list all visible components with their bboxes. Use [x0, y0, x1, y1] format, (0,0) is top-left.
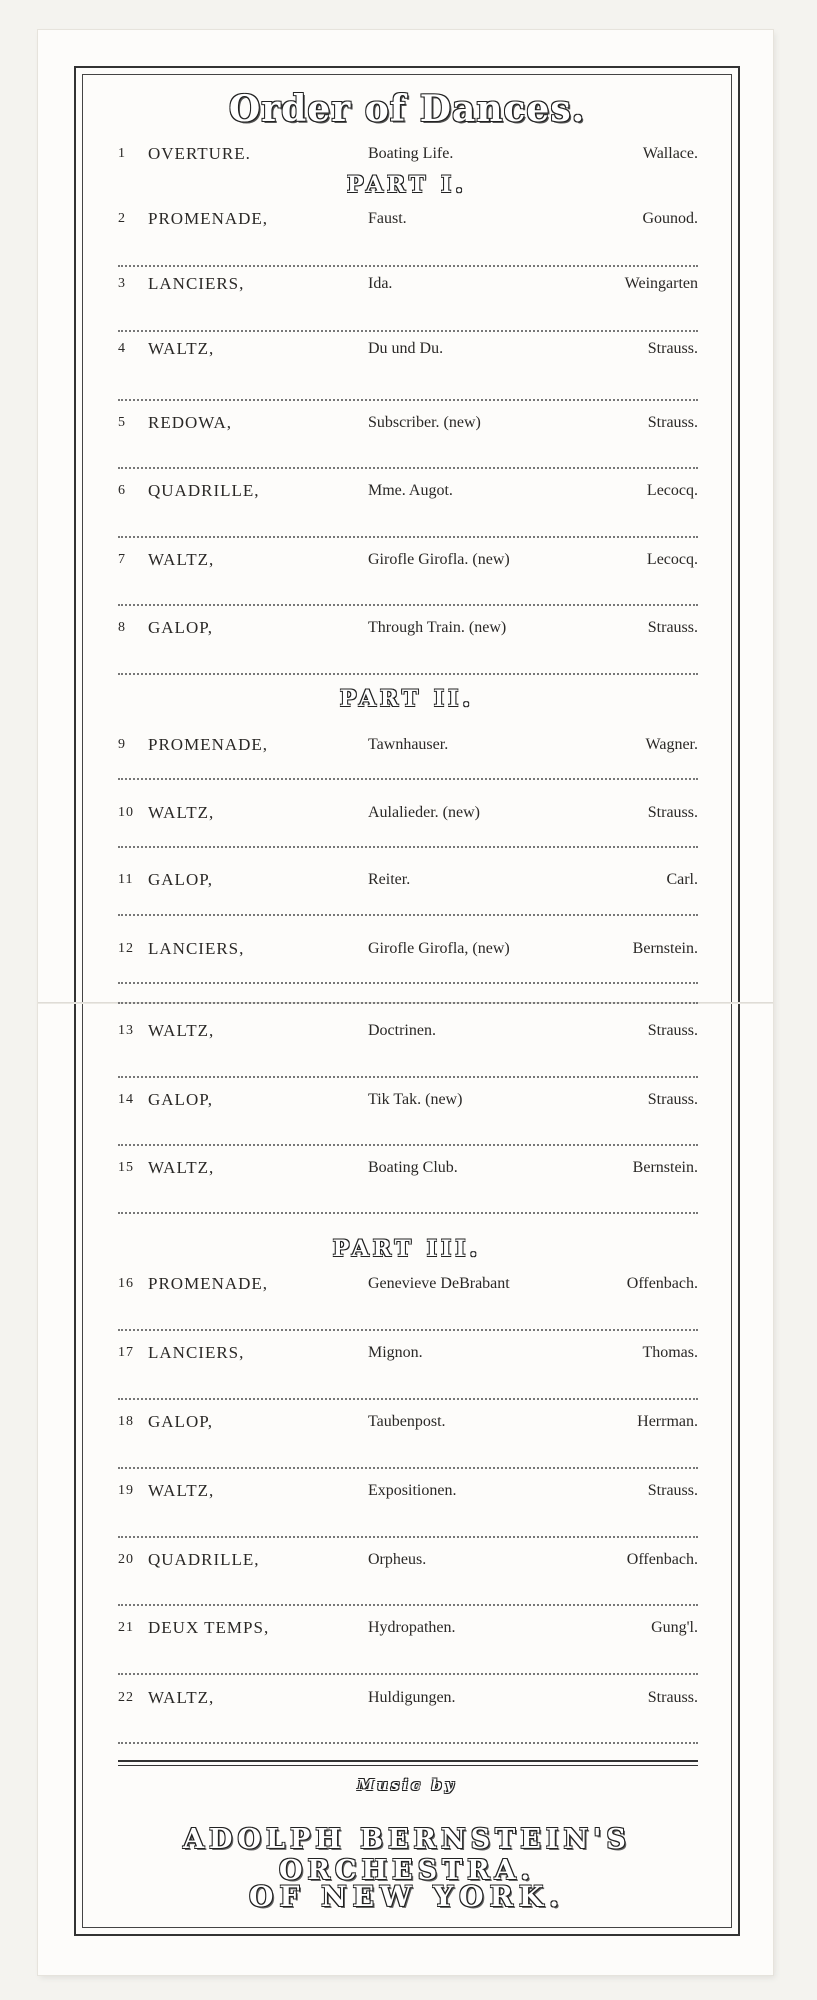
dotted-separator	[118, 1329, 698, 1331]
dance-number: 7	[118, 552, 126, 567]
piece-title: Ida.	[368, 275, 393, 292]
piece-title: Hydropathen.	[368, 1619, 456, 1636]
composer: Strauss.	[647, 1689, 698, 1706]
dance-row	[118, 868, 698, 892]
orchestra-city: OF NEW YORK.	[249, 1880, 565, 1913]
dotted-separator	[118, 536, 698, 538]
dance-type: WALTZ,	[148, 1021, 215, 1040]
dance-row	[118, 479, 698, 503]
dance-row	[118, 1686, 698, 1710]
dotted-separator	[118, 467, 698, 469]
piece-title: Du und Du.	[368, 340, 444, 357]
dance-number: 9	[118, 737, 126, 752]
dance-number: 21	[118, 1620, 134, 1635]
piece-title: Taubenpost.	[368, 1413, 446, 1430]
composer: Herrman.	[637, 1413, 698, 1430]
composer: Gung'l.	[651, 1619, 698, 1636]
dotted-separator	[118, 1076, 698, 1078]
piece-title: Girofle Girofla, (new)	[368, 940, 510, 957]
dance-row	[118, 207, 698, 231]
dotted-separator	[118, 1144, 698, 1146]
dotted-separator	[118, 673, 698, 675]
dotted-separator	[118, 399, 698, 401]
dance-type: PROMENADE,	[148, 1274, 269, 1293]
footer-rule	[118, 1760, 698, 1766]
dance-number: 11	[118, 872, 134, 887]
piece-title: Orpheus.	[368, 1551, 427, 1568]
composer: Offenbach.	[626, 1275, 698, 1292]
piece-title: Aulalieder. (new)	[368, 804, 480, 821]
dance-number: 12	[118, 941, 134, 956]
dance-row	[118, 1479, 698, 1503]
dance-type: PROMENADE,	[148, 735, 269, 754]
piece-title: Expositionen.	[368, 1482, 457, 1499]
dance-row	[118, 1019, 698, 1043]
piece-title: Huldigungen.	[368, 1689, 456, 1706]
dance-number: 20	[118, 1552, 134, 1567]
composer: Strauss.	[647, 1482, 698, 1499]
dance-type: GALOP,	[148, 618, 214, 637]
dotted-separator	[118, 1536, 698, 1538]
dance-type: OVERTURE.	[148, 144, 251, 163]
dance-row	[118, 1410, 698, 1434]
piece-title: Faust.	[368, 210, 407, 227]
composer: Bernstein.	[632, 940, 698, 957]
dance-number: 2	[118, 211, 126, 226]
piece-title: Tawnhauser.	[368, 736, 449, 753]
part-heading: PART II.	[339, 686, 475, 712]
dance-number: 13	[118, 1023, 134, 1038]
dance-row	[118, 272, 698, 296]
dance-type: WALTZ,	[148, 1481, 215, 1500]
dotted-separator	[118, 604, 698, 606]
part-heading: PART III.	[332, 1236, 482, 1262]
piece-title: Subscriber. (new)	[368, 414, 481, 431]
dance-type: QUADRILLE,	[148, 1550, 260, 1569]
dance-number: 16	[118, 1276, 134, 1291]
dance-type: PROMENADE,	[148, 209, 269, 228]
dotted-separator	[118, 330, 698, 332]
dance-type: GALOP,	[148, 870, 214, 889]
piece-title: Mignon.	[368, 1344, 423, 1361]
dance-type: LANCIERS,	[148, 274, 245, 293]
piece-title: Genevieve DeBrabant	[368, 1275, 510, 1292]
music-by-label: Music by	[357, 1776, 457, 1794]
dotted-separator	[118, 846, 698, 848]
dotted-separator	[118, 1212, 698, 1214]
dotted-separator	[118, 1673, 698, 1675]
composer: Carl.	[666, 871, 698, 888]
dance-type: LANCIERS,	[148, 939, 245, 958]
dotted-separator	[118, 1467, 698, 1469]
dance-type: WALTZ,	[148, 550, 215, 569]
dance-number: 1	[118, 146, 126, 161]
dotted-separator	[118, 1002, 698, 1004]
piece-title: Boating Club.	[368, 1159, 458, 1176]
composer: Weingarten	[624, 275, 698, 292]
dance-number: 14	[118, 1092, 134, 1107]
composer: Offenbach.	[626, 1551, 698, 1568]
composer: Strauss.	[647, 619, 698, 636]
dance-row	[118, 1156, 698, 1180]
dotted-separator	[118, 1604, 698, 1606]
part-heading: PART I.	[347, 172, 467, 198]
dance-row	[118, 1548, 698, 1572]
composer: Lecocq.	[646, 482, 698, 499]
dance-number: 6	[118, 483, 126, 498]
dance-type: LANCIERS,	[148, 1343, 245, 1362]
dance-row	[118, 411, 698, 435]
dance-type: QUADRILLE,	[148, 481, 260, 500]
dotted-separator	[118, 914, 698, 916]
composer: Thomas.	[642, 1344, 698, 1361]
orchestra-name: ADOLPH BERNSTEIN'S ORCHESTRA.	[183, 1824, 631, 1886]
dance-type: WALTZ,	[148, 1158, 215, 1177]
dance-row	[118, 1616, 698, 1640]
dance-row	[118, 1341, 698, 1365]
dance-number: 8	[118, 620, 126, 635]
composer: Strauss.	[647, 340, 698, 357]
dotted-separator	[118, 982, 698, 984]
dance-row	[118, 548, 698, 572]
dance-number: 10	[118, 805, 134, 820]
dance-row	[118, 801, 698, 825]
composer: Wallace.	[642, 145, 698, 162]
dance-type: GALOP,	[148, 1090, 214, 1109]
composer: Strauss.	[647, 1022, 698, 1039]
overture-row	[118, 142, 698, 166]
dotted-separator	[118, 1742, 698, 1744]
dance-type: WALTZ,	[148, 1688, 215, 1707]
dotted-separator	[118, 1398, 698, 1400]
dance-number: 15	[118, 1160, 134, 1175]
piece-title: Boating Life.	[368, 145, 454, 162]
composer: Strauss.	[647, 804, 698, 821]
dance-row	[118, 337, 698, 361]
dance-type: WALTZ,	[148, 339, 215, 358]
piece-title: Girofle Girofla. (new)	[368, 551, 510, 568]
dance-type: DEUX TEMPS,	[148, 1618, 270, 1637]
dance-number: 22	[118, 1690, 134, 1705]
dance-number: 19	[118, 1483, 134, 1498]
dance-number: 4	[118, 341, 126, 356]
dance-row	[118, 733, 698, 757]
composer: Bernstein.	[632, 1159, 698, 1176]
composer: Lecocq.	[646, 551, 698, 568]
dance-type: REDOWA,	[148, 413, 232, 432]
composer: Gounod.	[642, 210, 698, 227]
dance-number: 18	[118, 1414, 134, 1429]
dance-number: 3	[118, 276, 126, 291]
composer: Wagner.	[645, 736, 698, 753]
composer: Strauss.	[647, 414, 698, 431]
composer: Strauss.	[647, 1091, 698, 1108]
dance-type: WALTZ,	[148, 803, 215, 822]
dance-number: 5	[118, 415, 126, 430]
page-title: Order of Dances.	[228, 88, 586, 130]
dotted-separator	[118, 265, 698, 267]
dotted-separator	[118, 778, 698, 780]
piece-title: Doctrinen.	[368, 1022, 436, 1039]
dance-row	[118, 937, 698, 961]
piece-title: Tik Tak. (new)	[368, 1091, 463, 1108]
piece-title: Through Train. (new)	[368, 619, 507, 636]
dance-number: 17	[118, 1345, 134, 1360]
dance-row	[118, 616, 698, 640]
piece-title: Reiter.	[368, 871, 411, 888]
dance-row	[118, 1272, 698, 1296]
piece-title: Mme. Augot.	[368, 482, 453, 499]
dance-type: GALOP,	[148, 1412, 214, 1431]
dance-row	[118, 1088, 698, 1112]
